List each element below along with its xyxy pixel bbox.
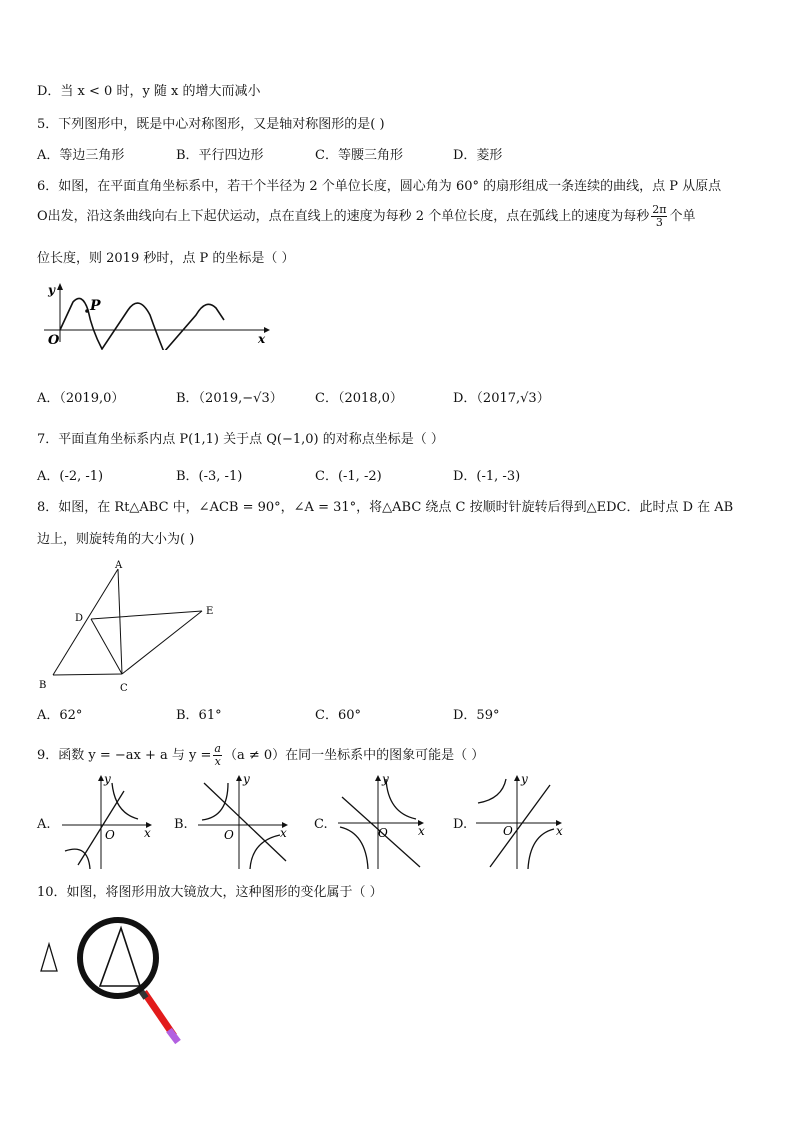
q9-letter-a: A. <box>37 817 51 832</box>
q8-label-d: D <box>75 613 84 624</box>
q6-fraction-den: 3 <box>655 216 663 229</box>
q4-option-d: D．当 x < 0 时，y 随 x 的增大而减小 <box>37 84 261 99</box>
q9a-label-y: y <box>104 773 111 786</box>
q9c-hyperbola-1 <box>386 779 416 819</box>
q9-letter-b: B. <box>174 817 188 832</box>
q6-label-o: O <box>48 333 60 348</box>
q8-stem-line1: 8．如图，在 Rt△ABC 中，∠ACB = 90°，∠A = 31°，将△ABC 绕点 C 按顺时针旋转后得到△EDC．此时点 D 在 AB <box>37 500 734 515</box>
q9-graph-a <box>60 773 156 871</box>
q5-option-a: A．等边三角形 <box>37 148 125 163</box>
q8-stem-line2: 边上，则旋转角的大小为( ) <box>37 532 195 547</box>
q9b-label-o: O <box>224 828 234 842</box>
q9-graph-c <box>336 773 432 871</box>
q9-fraction-den: x <box>214 755 221 768</box>
q9d-hyperbola-2 <box>528 829 554 869</box>
q5-option-c: C．等腰三角形 <box>315 148 403 163</box>
q5-stem: 5．下列图形中，既是中心对称图形，又是轴对称图形的是( ) <box>37 117 385 132</box>
q9c-hyperbola-2 <box>340 827 368 869</box>
q8-option-c: C．60° <box>315 708 361 723</box>
q6-figure <box>36 280 272 350</box>
q6-fraction <box>651 204 667 229</box>
q6-stem-line2-text: O出发，沿这条曲线向右上下起伏运动，点在直线上的速度为每秒 2 个单位长度，点在弧线上的速度为每秒 <box>37 209 650 224</box>
q9d-hyperbola-1 <box>478 779 506 803</box>
q9-letter-c: C. <box>314 817 328 832</box>
q9c-label-y: y <box>382 773 389 786</box>
q9b-line <box>204 783 286 861</box>
q9-graph-b <box>196 773 292 871</box>
q9b-hyperbola-2 <box>250 835 280 869</box>
q7-option-c: C．(-1, -2) <box>315 469 382 484</box>
q6-option-c: C．（2018,0） <box>315 391 403 406</box>
q9b-label-x: x <box>280 826 287 840</box>
q6-stem-line1: 6．如图，在平面直角坐标系中，若干个半径为 2 个单位长度，圆心角为 60° 的扇形组成一条连续的曲线，点 P 从原点 <box>37 179 722 194</box>
q9d-y-arrow <box>514 775 520 781</box>
q9-stem-b: （a ≠ 0）在同一坐标系中的图象可能是（ ） <box>223 748 485 763</box>
q10-magnifier-handle <box>144 992 174 1036</box>
q6-label-y: y <box>48 283 55 297</box>
q6-option-d: D．（2017,√3） <box>453 391 550 406</box>
q10-stem: 10．如图，将图形用放大镜放大，这种图形的变化属于（ ） <box>37 885 383 900</box>
q8-segment-de <box>91 611 202 619</box>
q7-stem: 7．平面直角坐标系内点 P(1,1) 关于点 Q(−1,0) 的对称点坐标是（ ） <box>37 432 444 447</box>
q9a-label-o: O <box>105 828 115 842</box>
q5-option-b: B．平行四边形 <box>176 148 264 163</box>
q9d-label-o: O <box>503 824 513 838</box>
q8-option-a: A．62° <box>37 708 83 723</box>
q8-label-e: E <box>206 606 214 617</box>
q7-option-a: A．(-2, -1) <box>37 469 104 484</box>
q10-small-triangle <box>41 944 57 971</box>
q8-segment-ab <box>53 569 118 675</box>
q9-fraction <box>213 743 222 768</box>
q7-option-d: D．(-1, -3) <box>453 469 521 484</box>
q9a-hyperbola-1 <box>112 783 138 819</box>
q8-label-c: C <box>120 683 128 694</box>
q9-stem <box>37 743 484 768</box>
q10-figure <box>36 914 196 1050</box>
q9a-label-x: x <box>144 826 151 840</box>
q9b-label-y: y <box>243 773 250 786</box>
q6-point-p <box>85 309 89 313</box>
q8-option-d: D．59° <box>453 708 500 723</box>
q6-stem-line3: 位长度，则 2019 秒时，点 P 的坐标是（ ） <box>37 251 295 266</box>
q9c-label-x: x <box>418 824 425 838</box>
q8-segment-dc <box>91 619 122 674</box>
q8-segment-ec <box>122 611 202 674</box>
q8-figure <box>36 558 226 694</box>
q9b-y-arrow <box>236 775 242 781</box>
q9d-label-y: y <box>521 773 528 786</box>
q8-segment-bc <box>53 674 122 675</box>
q7-option-b: B．(-3, -1) <box>176 469 243 484</box>
q10-handle-tip <box>169 1030 178 1042</box>
q6-fraction-num: 2π <box>652 203 667 216</box>
q10-magnifier-lens <box>80 920 156 996</box>
q8-label-a: A <box>115 560 123 571</box>
q8-segment-ac <box>118 569 122 674</box>
q9-graph-d <box>474 773 570 871</box>
q6-stem-line2-end: 个单 <box>669 209 696 224</box>
q6-label-p: P <box>90 298 101 314</box>
q6-y-arrow <box>57 283 63 290</box>
q9c-label-o: O <box>378 826 388 840</box>
q5-option-d: D．菱形 <box>453 148 503 163</box>
q9d-line <box>490 785 550 867</box>
q9-stem-a: 9．函数 y = −ax + a 与 y = <box>37 748 212 763</box>
q8-option-b: B．61° <box>176 708 222 723</box>
q6-option-b: B．（2019,−√3） <box>176 391 283 406</box>
q6-stem-line2 <box>37 204 695 229</box>
q9c-y-arrow <box>375 775 381 781</box>
q6-curve <box>60 298 224 350</box>
q9d-label-x: x <box>556 824 563 838</box>
q6-label-x: x <box>258 332 266 346</box>
q9-fraction-num: a <box>214 742 221 755</box>
q9-letter-d: D. <box>453 817 468 832</box>
q6-option-a: A．（2019,0） <box>37 391 125 406</box>
q8-label-b: B <box>39 680 47 691</box>
